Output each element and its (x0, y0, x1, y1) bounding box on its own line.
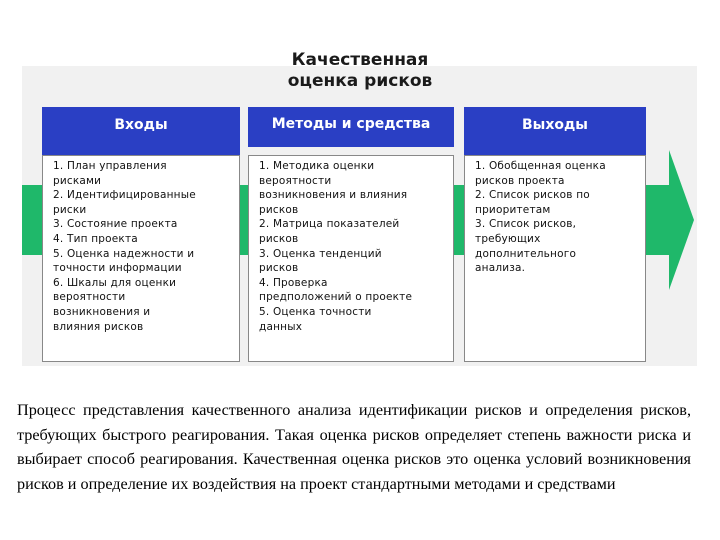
diagram-title-line-1: Качественная (291, 50, 429, 70)
caption-text: Процесс представления качественного анализа идентификации рисков и определения рисков, требующих быстрого реагирования. Такая оценка рисков определяет степень важности риска и выбирает способ реагирования. Качественная оценка рисков это оценка условий возникновения рисков и определение их воздействия на проект стандартными методами и средствами (17, 401, 691, 493)
column-header-inputs (42, 107, 240, 159)
list-item: 3. Состояние проекта (53, 218, 178, 231)
list-item: 2. Список рисков по приоритетам (475, 189, 590, 216)
list-item: 6. Шкалы для оценки вероятности возникновения и влияния рисков (53, 276, 177, 333)
list-item: 1. Обобщенная оценка рисков проекта (475, 160, 606, 187)
list-item: 1. Методика оценки вероятности возникновения и влияния рисков (259, 160, 408, 216)
list-item: 3. Список рисков, требующих дополнительного анализа. (475, 218, 577, 275)
column-header-outputs (464, 107, 646, 159)
list-item: 2. Матрица показателей рисков (259, 218, 400, 245)
column-header-label: Методы и средства (271, 116, 431, 132)
list-item: 1. План управления рисками (53, 160, 167, 187)
list-item: 5. Оценка надежности и точности информации (53, 247, 195, 275)
list-item: 4. Тип проекта (53, 232, 138, 245)
column-list-inputs (42, 155, 240, 362)
column-header-label: Выходы (522, 117, 588, 133)
list-item: 2. Идентифицированные риски (53, 189, 196, 216)
column-header-methods (248, 107, 454, 147)
diagram-title-line-2: оценка рисков (287, 71, 433, 91)
list-item: 4. Проверка предположений о проекте (259, 276, 413, 304)
list-item: 3. Оценка тенденций рисков (259, 247, 382, 275)
column-header-label: Входы (114, 117, 168, 133)
column-list-methods (248, 155, 454, 362)
diagram-title (0, 50, 720, 92)
column-list-outputs (464, 155, 646, 362)
list-item: 5. Оценка точности данных (259, 305, 372, 333)
